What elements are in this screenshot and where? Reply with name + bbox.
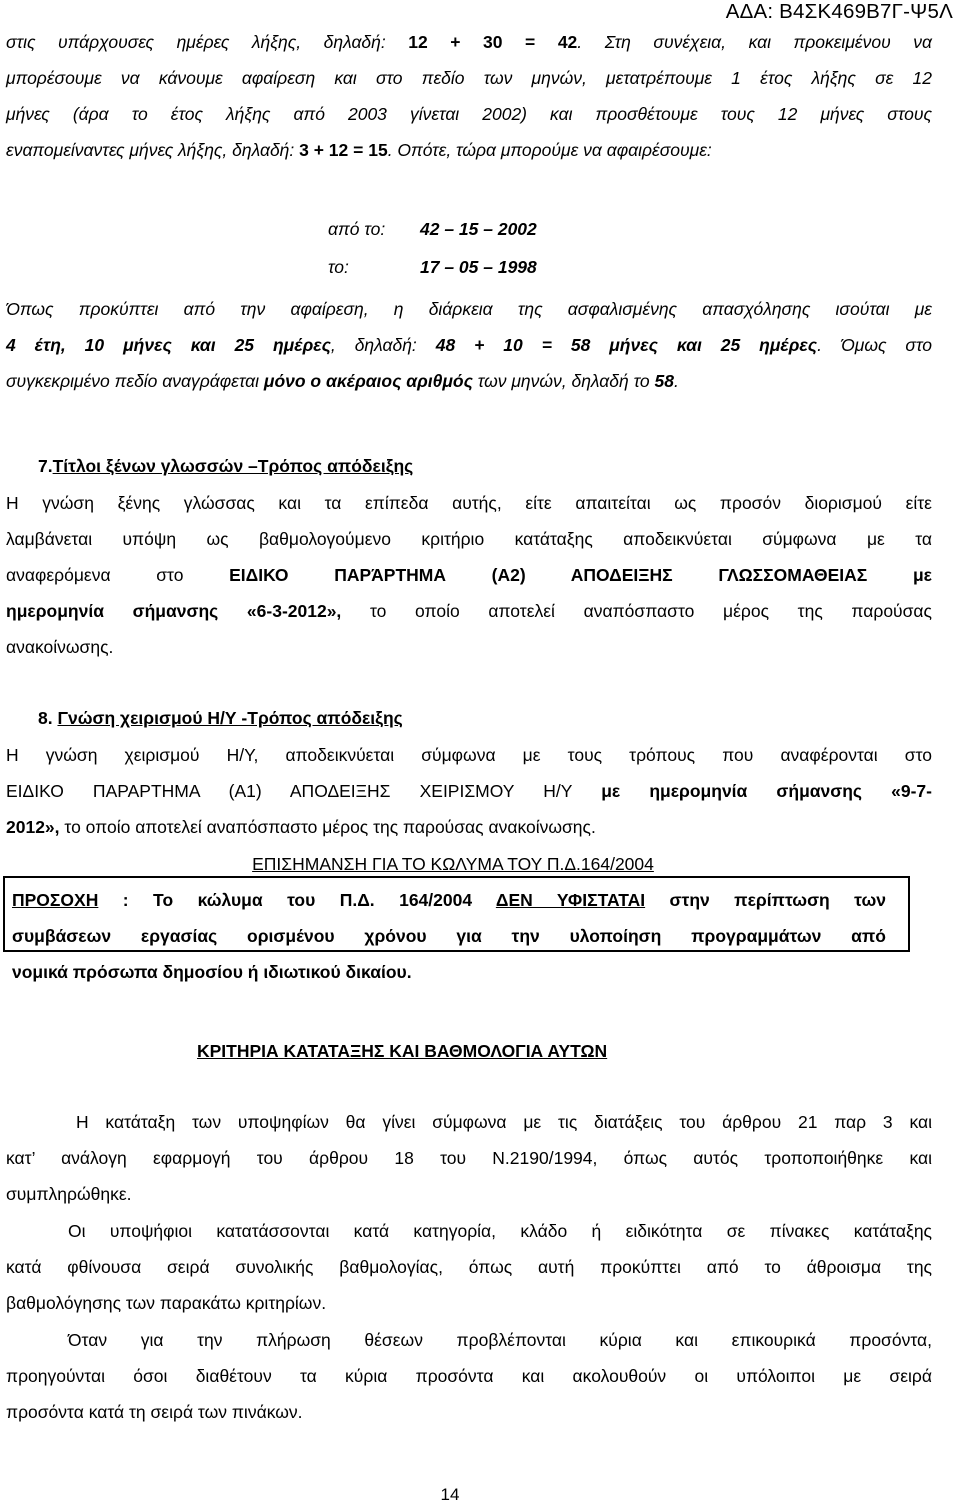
- from-value: 42 – 15 – 2002: [420, 219, 537, 239]
- criteria-p1-line-1: Η κατάταξη των υποψηφίων θα γίνει σύμφωνα με τις διατάξεις του άρθρου 21 παρ 3 και: [76, 1112, 932, 1132]
- section-7-body: [6, 485, 932, 665]
- criteria-p2-line-1: Οι υποψήφιοι κατατάσσονται κατά κατηγορία, κλάδο ή ειδικότητα σε πίνακες κατάταξης: [68, 1221, 932, 1241]
- result-line-3: συγκεκριμένο πεδίο αναγράφεται μόνο ο ακέραιος αριθμός των μηνών, δηλαδή το 58.: [6, 371, 679, 391]
- from-label: από το:: [328, 219, 386, 239]
- result-paragraph: [6, 291, 932, 399]
- criteria-paragraph-1: [6, 1104, 932, 1212]
- section-8-line-1: Η γνώση χειρισμού Η/Υ, αποδεικνύεται σύμφωνα με τους τρόπους που αναφέρονται στο: [6, 745, 932, 765]
- page-number: 14: [440, 1485, 460, 1504]
- criteria-p3-line-3: προσόντα κατά τη σειρά των πινάκων.: [6, 1402, 303, 1422]
- section-7-line-5: ανακοίνωσης.: [6, 637, 114, 657]
- criteria-p3-line-1: Όταν για την πλήρωση θέσεων προβλέπονται κύρια και επικουρικά προσόντα,: [68, 1330, 932, 1350]
- section-7-line-2: λαμβάνεται υπόψη ως βαθμολογούμενο κριτήριο κατάταξης αποδεικνύεται σύμφωνα με τα: [6, 529, 932, 549]
- notice-line-1: ΠΡΟΣΟΧΗ : Το κώλυμα του Π.Δ. 164/2004 ΔΕΝ ΥΦΙΣΤΑΤΑΙ στην περίπτωση των: [12, 890, 886, 910]
- result-line-2: 4 έτη, 10 μήνες και 25 ημέρες, δηλαδή: 48 + 10 = 58 μήνες και 25 ημέρες. Όμως στο: [6, 335, 933, 355]
- section-8-line-2: ΕΙΔΙΚΟ ΠΑΡΑΡΤΗΜΑ (Α1) ΑΠΟΔΕΙΞΗΣ ΧΕΙΡΙΣΜΟΥ Η/Υ με ημερομηνία σήμανσης «9-7-: [6, 781, 932, 801]
- intro-line-3: μήνες (άρα το έτος λήξης από 2003 γίνεται 2002) και προσθέτουμε τους 12 μήνες στους: [6, 104, 932, 124]
- section-7-line-4: ημερομηνία σήμανσης «6-3-2012», το οποίο αποτελεί αναπόσπαστο μέρος της παρούσας: [6, 601, 932, 621]
- notice-line-2: συμβάσεων εργασίας ορισμένου χρόνου για την υλοποίηση προγραμμάτων από: [12, 926, 886, 946]
- result-line-1: Όπως προκύπτει από την αφαίρεση, η διάρκεια της ασφαλισμένης απασχόλησης ισούται με: [6, 299, 932, 319]
- criteria-p1-line-2: κατ’ ανάλογη εφαρμογή του άρθρου 18 του Ν.2190/1994, όπως αυτός τροποποιήθηκε και: [6, 1148, 932, 1168]
- criteria-paragraph-3: [6, 1322, 932, 1430]
- section-8-heading: 8. Γνώση χειρισμού Η/Υ -Τρόπος απόδειξης: [38, 708, 403, 728]
- intro-line-1: στις υπάρχουσες ημέρες λήξης, δηλαδή: 12 + 30 = 42. Στη συνέχεια, και προκειμένου να: [6, 32, 932, 52]
- ada-code: ΑΔΑ: Β4ΣΚ469Β7Γ-Ψ5Λ: [725, 0, 953, 23]
- criteria-p1-line-3: συμπληρώθηκε.: [6, 1184, 132, 1204]
- criteria-p2-line-2: κατά φθίνουσα σειρά συνολικής βαθμολογίας, όπως αυτή προκύπτει από το άθροισμα της: [6, 1257, 932, 1277]
- notice-body: [12, 882, 886, 990]
- intro-line-2: μπορέσουμε να κάνουμε αφαίρεση και στο πεδίο των μηνών, μετατρέπουμε 1 έτος λήξης σε 12: [6, 68, 932, 88]
- notice-title: ΕΠΙΣΗΜΑΝΣΗ ΓΙΑ ΤΟ ΚΩΛΥΜΑ ΤΟΥ Π.Δ.164/2004: [252, 854, 654, 874]
- criteria-p2-line-3: βαθμολόγησης των παρακάτω κριτηρίων.: [6, 1293, 327, 1313]
- subtraction-to-row: [328, 257, 537, 278]
- section-7-line-3: αναφερόμενα στο ΕΙΔΙΚΟ ΠΑΡΆΡΤΗΜΑ (Α2) ΑΠΟΔΕΙΞΗΣ ΓΛΩΣΣΟΜΑΘΕΙΑΣ με: [6, 565, 932, 585]
- to-value: 17 – 05 – 1998: [420, 257, 537, 277]
- criteria-p3-line-2: προηγούνται όσοι διαθέτουν τα κύρια προσόντα και ακολουθούν οι υπόλοιποι με σειρά: [6, 1366, 932, 1386]
- intro-line-4: εναπομείναντες μήνες λήξης, δηλαδή: 3 + 12 = 15. Οπότε, τώρα μπορούμε να αφαιρέσουμε:: [6, 140, 712, 160]
- criteria-paragraph-2: [6, 1213, 932, 1321]
- section-8-line-3: 2012», το οποίο αποτελεί αναπόσπαστο μέρος της παρούσας ανακοίνωσης.: [6, 817, 596, 837]
- section-7-line-1: Η γνώση ξένης γλώσσας και τα επίπεδα αυτής, είτε απαιτείται ως προσόν διορισμού είτε: [6, 493, 932, 513]
- criteria-title: ΚΡΙΤΗΡΙΑ ΚΑΤΑΤΑΞΗΣ ΚΑΙ ΒΑΘΜΟΛΟΓΙΑ ΑΥΤΩΝ: [197, 1041, 608, 1061]
- notice-line-3: νομικά πρόσωπα δημοσίου ή ιδιωτικού δικαίου.: [12, 962, 412, 982]
- subtraction-from-row: [328, 219, 537, 240]
- section-8-body: [6, 737, 932, 845]
- section-7-heading: 7.Τίτλοι ξένων γλωσσών –Τρόπος απόδειξης: [38, 456, 414, 476]
- intro-paragraph: [6, 24, 932, 168]
- to-label: το:: [328, 257, 349, 277]
